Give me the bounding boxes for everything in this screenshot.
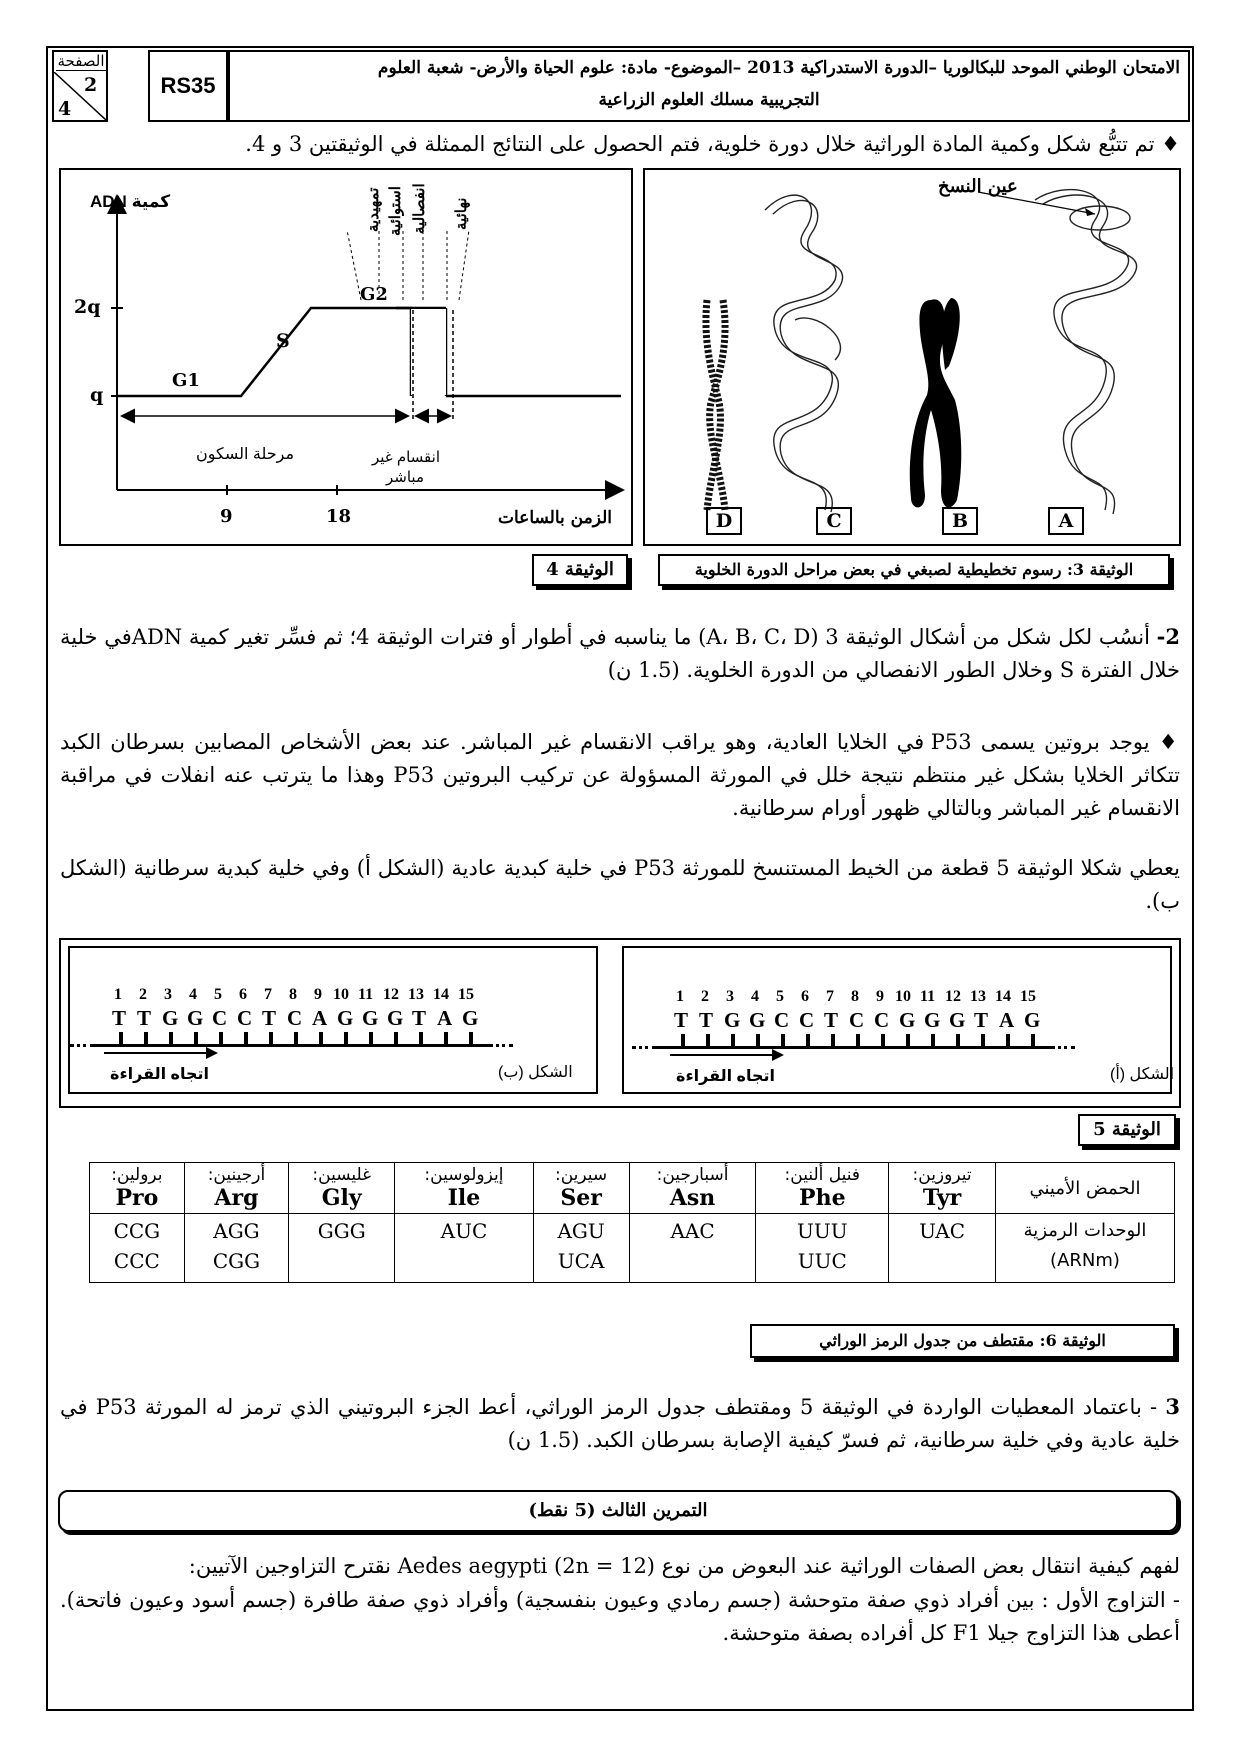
- mitosis-label-line2: مباشر: [386, 469, 424, 486]
- nucleotide: C: [774, 1008, 790, 1032]
- reading-arrow-a: [666, 1047, 786, 1063]
- codon: GGG: [317, 1219, 366, 1243]
- position-number: 3: [726, 988, 734, 1005]
- codon-cell: [289, 1214, 395, 1283]
- strand-continuation-dots: [632, 1046, 656, 1049]
- figure-label-c: C: [816, 507, 852, 535]
- position-number: 11: [920, 988, 936, 1005]
- amino-acid-cell: [289, 1163, 395, 1214]
- exercise-3-title-box: [58, 1490, 1178, 1532]
- position-number: 4: [751, 988, 759, 1005]
- exercise-3-title: التمرين الثالث (5 نقط): [528, 1500, 708, 1521]
- position-number: 6: [801, 988, 809, 1005]
- nucleotide: G: [1024, 1008, 1041, 1032]
- nucleotide: T: [137, 1006, 152, 1030]
- codon-cell: [90, 1214, 185, 1283]
- nucleotide: G: [362, 1006, 379, 1030]
- y-tick-2q: 2q: [74, 296, 101, 318]
- replication-eye-label: عين النسخ: [938, 176, 1018, 197]
- mitosis-label-line1: انقسام غير: [372, 449, 440, 466]
- strand-continuation-dots: [1051, 1046, 1075, 1049]
- intro-text: ♦ تم تتبُّع شكل وكمية المادة الوراثية خلال دورة خلوية، فتم الحصول على النتائج الممثلة في الوثيقتين 3 و 4.: [245, 132, 1180, 156]
- question-2-number: 2-: [1156, 624, 1180, 649]
- genetic-code-table: [89, 1162, 1175, 1283]
- position-number: 2: [139, 986, 147, 1003]
- amino-acid-abbr: Ile: [447, 1185, 481, 1211]
- exam-title-line2: التجريبية مسلك العلوم الزراعية: [598, 90, 820, 110]
- amino-acid-row: [90, 1163, 1175, 1214]
- amino-acid-name: أرجينين:: [207, 1165, 266, 1185]
- position-number: 5: [214, 986, 222, 1003]
- nucleotide: G: [387, 1006, 404, 1030]
- position-number: 9: [314, 986, 322, 1003]
- phase-s: S: [276, 330, 290, 352]
- page-number: 2: [84, 74, 98, 96]
- position-number: 13: [970, 988, 986, 1005]
- p53-paragraph: ♦ يوجد بروتين يسمى P53 في الخلايا العادية، وهو يراقب الانقسام غير المباشر. عند بعض الأشخاص المصابين بسرطان الكبد تتكاثر الخلايا بشكل غير منتظم نتيجة خلل في المورثة المسؤولة عن تركيب البروتين P53 وهذا ما يترتب عنه انفلات في مراقبة الانقسام غير المباشر وبالتالي ظهور أورام سرطانية.: [60, 730, 1180, 820]
- position-number: 13: [408, 986, 424, 1003]
- nucleotide: C: [237, 1006, 253, 1030]
- codon: CCG: [113, 1219, 161, 1243]
- codon-cell: [533, 1214, 629, 1283]
- page-label: الصفحة: [57, 53, 105, 70]
- position-number: 4: [189, 986, 197, 1003]
- nucleotide: G: [749, 1008, 766, 1032]
- codon: AUC: [440, 1219, 488, 1243]
- position-number: 1: [114, 986, 122, 1003]
- amino-acid-name: سيرين:: [555, 1165, 608, 1185]
- exercise-3-cross-1: - التزاوج الأول : بين أفراد ذوي صفة متوحشة (جسم رمادي وعيون بنفسجية) وأفراد ذوي صفة طافرة (جسم أسود وعيون فاتحة). أعطى هذا التزاوج جيلا F1 كل أفراده بصفة متوحشة.: [60, 1588, 1180, 1645]
- amino-acid-cell: [533, 1163, 629, 1214]
- figure-label-b: B: [942, 507, 978, 535]
- codon: AGG: [213, 1219, 260, 1243]
- position-number: 2: [701, 988, 709, 1005]
- position-number: 10: [333, 986, 349, 1003]
- nucleotide: A: [312, 1006, 328, 1030]
- figure-a-label: الشكل (أ): [1110, 1066, 1175, 1083]
- amino-acid-abbr: Tyr: [922, 1185, 962, 1211]
- codon: UUU: [797, 1219, 848, 1243]
- position-number: 11: [358, 986, 374, 1003]
- position-number: 3: [164, 986, 172, 1003]
- amino-acid-abbr: Phe: [799, 1185, 846, 1211]
- nucleotide: G: [187, 1006, 204, 1030]
- codon: UUC: [797, 1249, 847, 1273]
- adn-curve-main: [117, 308, 411, 396]
- mitosis-phase-metaphase: استوائية: [386, 186, 404, 236]
- figure-label-a: A: [1048, 507, 1084, 535]
- amino-acid-header: الحمض الأميني: [996, 1163, 1175, 1214]
- nucleotide: C: [212, 1006, 228, 1030]
- amino-acid-abbr: Gly: [321, 1185, 362, 1211]
- document-6-caption: الوثيقة 6: مقتطف من جدول الرمز الوراثي: [750, 1324, 1175, 1358]
- codon: AAC: [670, 1219, 715, 1243]
- x-tick-18: 18: [326, 506, 352, 527]
- amino-acid-cell: [90, 1163, 185, 1214]
- strand-continuation-dots: [70, 1044, 94, 1047]
- nucleotide: A: [437, 1006, 453, 1030]
- nucleotide: G: [724, 1008, 741, 1032]
- nucleotide: C: [849, 1008, 865, 1032]
- position-number: 1: [676, 988, 684, 1005]
- amino-acid-name: فنيل ألنين:: [784, 1165, 861, 1185]
- position-number: 15: [458, 986, 474, 1003]
- page-number-box: [52, 50, 108, 122]
- amino-acid-abbr: Pro: [115, 1185, 159, 1211]
- amino-acid-cell: [395, 1163, 533, 1214]
- amino-acid-name: غليسين:: [312, 1165, 372, 1185]
- position-number: 6: [239, 986, 247, 1003]
- codon-row: [90, 1214, 1175, 1283]
- nucleotide: G: [924, 1008, 941, 1032]
- subject-code: RS35: [148, 50, 228, 122]
- codon-cell: [756, 1214, 889, 1283]
- x-tick-9: 9: [220, 506, 233, 527]
- codon: CGG: [212, 1249, 261, 1273]
- amino-acid-name: تيروزين:: [912, 1165, 972, 1185]
- question-3-body: - باعتماد المعطيات الواردة في الوثيقة 5 ومقتطف جدول الرمز الوراثي، أعط الجزء البروتيني الذي ترمز له المورثة P53 في خلية عادية وفي خلية سرطانية، ثم فسرّ كيفية الإصابة بسرطان الكبد. (1.5 ن): [60, 1395, 1180, 1452]
- amino-acid-abbr: Ser: [560, 1185, 602, 1211]
- document-5-caption: الوثيقة 5: [1078, 1114, 1176, 1146]
- mitosis-phase-prophase: تمهيدية: [364, 187, 382, 232]
- phase-g2: G2: [360, 284, 388, 305]
- amino-acid-name: إيزولوسين:: [424, 1165, 504, 1185]
- chromosome-a-drawing: [1035, 190, 1137, 514]
- amino-acid-cell: [629, 1163, 756, 1214]
- question-2-body: أنسُب لكل شكل من أشكال الوثيقة 3 (A، B، C، D) ما يناسبه في أطوار أو فترات الوثيقة 4؛ ثم فسِّر تغير كمية ADNفي خلية خلال الفترة S وخلال الطور الانفصالي من الدورة الخلوية. (1.5 ن): [60, 625, 1180, 682]
- y-axis-label: كمية ADN: [90, 192, 171, 211]
- amino-acid-abbr: Arg: [214, 1185, 259, 1211]
- position-number: 12: [945, 988, 961, 1005]
- strand-continuation-dots: [489, 1044, 513, 1047]
- position-number: 7: [264, 986, 272, 1003]
- position-number: 15: [1020, 988, 1036, 1005]
- nucleotide: T: [824, 1008, 839, 1032]
- callout-arrowhead: [1085, 208, 1095, 216]
- nucleotide: C: [287, 1006, 303, 1030]
- position-number: 8: [289, 986, 297, 1003]
- codon-cell: [184, 1214, 288, 1283]
- reading-direction-a: اتجاه القراءة: [676, 1068, 775, 1085]
- nucleotide: A: [999, 1008, 1015, 1032]
- codon-header: الوحدات الرمزية (ARNm): [996, 1214, 1175, 1283]
- position-number: 5: [776, 988, 784, 1005]
- codon-cell: [629, 1214, 756, 1283]
- chromosome-b-drawing: [910, 298, 961, 507]
- amino-acid-cell: [756, 1163, 889, 1214]
- nucleotide: T: [674, 1008, 689, 1032]
- position-number: 7: [826, 988, 834, 1005]
- position-number: 14: [433, 986, 449, 1003]
- nucleotide: C: [799, 1008, 815, 1032]
- amino-acid-abbr: Asn: [669, 1185, 716, 1211]
- doc5-intro: يعطي شكلا الوثيقة 5 قطعة من الخيط المستنسخ للمورثة P53 في خلية كبدية عادية (الشكل أ) وفي خلية كبدية سرطانية (الشكل ب).: [60, 856, 1181, 913]
- position-number: 10: [895, 988, 911, 1005]
- exercise-3-intro: لفهم كيفية انتقال بعض الصفات الوراثية عند البعوض من نوع Aedes aegypti (2n = 12) نقترح التزاوجين الآتيين:: [188, 1554, 1180, 1578]
- curve-mask: [411, 309, 446, 395]
- position-number: 14: [995, 988, 1011, 1005]
- nucleotide: C: [874, 1008, 890, 1032]
- codon: UCA: [557, 1249, 605, 1273]
- position-number: 8: [851, 988, 859, 1005]
- nucleotide: G: [337, 1006, 354, 1030]
- exam-title-line1: الامتحان الوطني الموحد للبكالوريا –الدورة الاستدراكية 2013 –الموضوع- مادة: علوم الحياة والأرض- شعبة العلوم: [377, 58, 1180, 78]
- adn-quantity-chart: [61, 170, 631, 544]
- document-3-caption: الوثيقة 3: رسوم تخطيطية لصبغي في بعض مراحل الدورة الخلوية: [658, 554, 1170, 586]
- codon: CCC: [113, 1249, 160, 1273]
- question-2-text: [60, 620, 1180, 687]
- amino-acid-cell: [889, 1163, 996, 1214]
- nucleotide: G: [899, 1008, 916, 1032]
- exam-title-box: [228, 50, 1190, 122]
- figure-label-d: D: [706, 507, 742, 535]
- reading-direction-b: اتجاه القراءة: [110, 1066, 209, 1083]
- codon-cell: [889, 1214, 996, 1283]
- nucleotide: T: [412, 1006, 427, 1030]
- amino-acid-name: أسبارجين:: [656, 1165, 729, 1185]
- x-axis-label: الزمن بالساعات: [498, 508, 613, 528]
- codon: AGU: [557, 1219, 605, 1243]
- nucleotide: T: [262, 1006, 277, 1030]
- chromosome-c-drawing: [765, 195, 843, 512]
- nucleotide: T: [699, 1008, 714, 1032]
- position-number: 9: [876, 988, 884, 1005]
- nucleotide: G: [162, 1006, 179, 1030]
- mitosis-phase-anaphase: انفصالية: [410, 183, 428, 234]
- position-number: 12: [383, 986, 399, 1003]
- reading-arrow-b: [100, 1045, 220, 1061]
- codon: UAC: [919, 1219, 966, 1243]
- chromosome-d-drawing: [706, 300, 725, 510]
- codon-cell: [395, 1214, 533, 1283]
- mitosis-phase-telophase: نهائية: [452, 197, 470, 230]
- document-4-caption: الوثيقة 4: [532, 554, 628, 586]
- figure-b-label: الشكل (ب): [498, 1064, 573, 1081]
- amino-acid-name: برولين:: [111, 1165, 163, 1185]
- nucleotide: G: [949, 1008, 966, 1032]
- y-tick-q: q: [90, 384, 104, 406]
- nucleotide: G: [462, 1006, 479, 1030]
- interphase-label: مرحلة السكون: [196, 446, 295, 463]
- page-total: 4: [58, 98, 72, 120]
- question-3-number: 3: [1165, 1394, 1180, 1419]
- nucleotide: T: [112, 1006, 127, 1030]
- question-3-text: [60, 1390, 1180, 1457]
- amino-acid-cell: [184, 1163, 288, 1214]
- phase-g1: G1: [172, 370, 200, 391]
- nucleotide: T: [974, 1008, 989, 1032]
- chromosome-drawings: [645, 170, 1179, 544]
